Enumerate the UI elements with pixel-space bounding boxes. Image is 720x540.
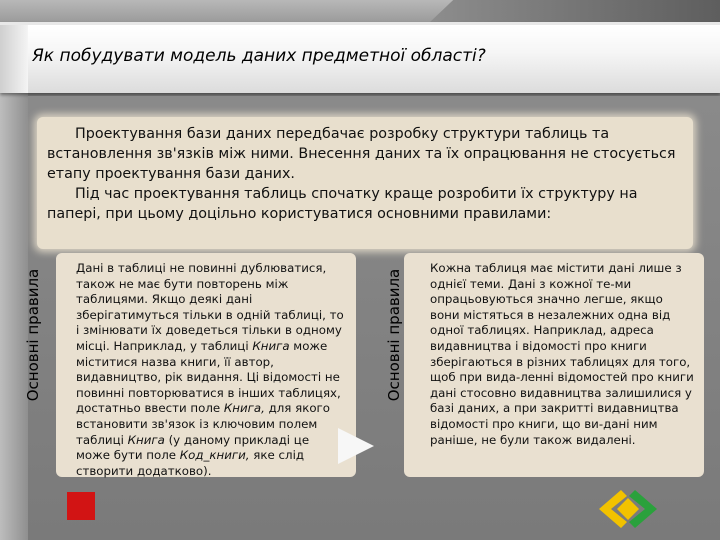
- rule-card-1: [56, 253, 356, 477]
- rule-1-em2: Книга,: [223, 401, 265, 416]
- rule-card-2: [404, 253, 704, 477]
- next-arrow-icon[interactable]: [338, 428, 374, 464]
- rule-1-part4: (у даному прикладі це може бути поле: [76, 432, 310, 463]
- intro-paragraph-1: Проектування бази даних передбачає розробку структури таблиць та встановлення зв'язків між ними. Внесення даних та їх опрацювання не стосується етапу проектування бази даних.: [47, 126, 676, 182]
- right-section-label-text: Основні правила: [385, 268, 403, 402]
- top-decor-bar: [0, 0, 720, 22]
- rule-2-text: Кожна таблиця має містити дані лише з однієї теми. Дані з кожної те-ми опрацьовуються значно легше, якщо вони містяться в незалежних одна від одної таблицях. Наприклад, адреса видавництва і відомості про книги зберігаються в різних таблицях для того, щоб при вида-ленні відомостей про книги дані стосовно видавництва залишилися у базі даних, а при закритті видавництва відомості про книги, що ви-дані ним раніше, не були також видалені.: [430, 261, 694, 447]
- rule-1-part2: може міститися назва книги, її автор, видавництво, рік видання. Ці відомості не повинні повторюватися в інших таблицях, достатньо ввести поле: [76, 338, 341, 416]
- slide-title: Як побудувати модель даних предметної області?: [32, 46, 486, 66]
- left-section-label: [22, 250, 44, 420]
- rule-1-text: [76, 261, 346, 479]
- right-section-label: [383, 250, 405, 420]
- rule-1-em4: Код_книги,: [179, 448, 250, 463]
- intro-text: [47, 124, 687, 224]
- rule-1-em1: Книга: [252, 338, 290, 353]
- intro-paragraph-2: Під час проектування таблиць спочатку краще розробити їх структуру на папері, при цьому доцільно користуватися основними правилами:: [47, 186, 638, 222]
- title-bar: [0, 22, 720, 93]
- rule-1-part5: яке слід створити додатково).: [76, 448, 305, 478]
- rule-1-part1: Дані в таблиці не повинні дублюватися, також не має бути повторень між таблицями. Якщо деякі дані зберігатимуться тільки в одній таблиці, то і змінювати їх доведеться тільки в одному місці. Наприклад, у таблиці: [76, 261, 344, 353]
- stop-square-icon[interactable]: [67, 492, 95, 520]
- rule-1-part3: для якого встановити зв'язок із ключовим полем таблиці: [76, 401, 330, 447]
- title-bar-edge: [0, 25, 28, 93]
- top-decor-dark: [430, 0, 720, 22]
- left-section-label-text: Основні правила: [24, 268, 42, 402]
- nav-arrows: [597, 486, 659, 532]
- rule-1-em3: Книга: [127, 432, 165, 447]
